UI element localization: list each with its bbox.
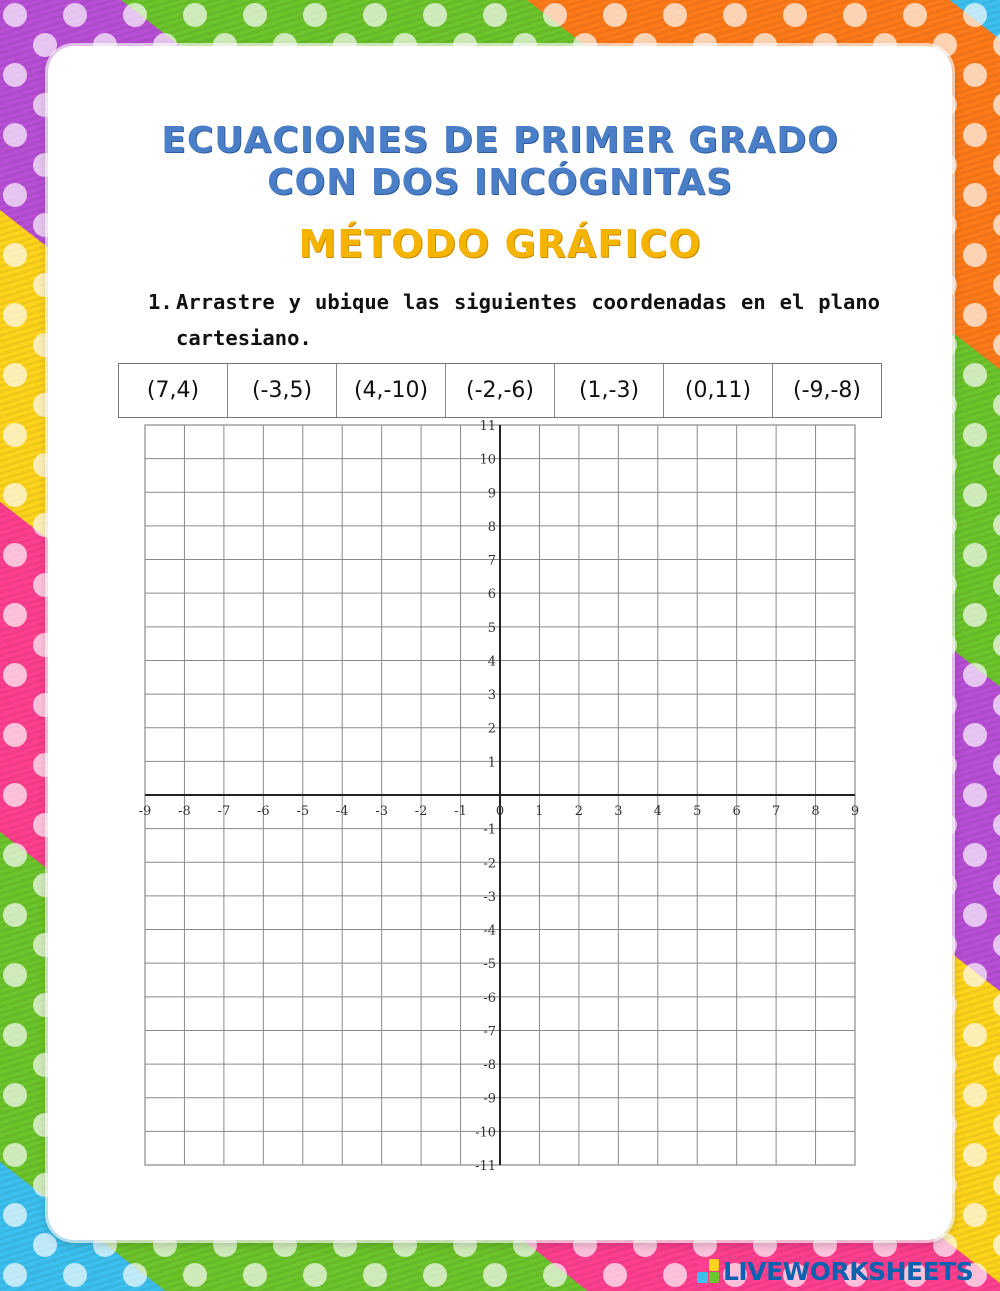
x-tick-label: -6 <box>256 804 270 819</box>
y-tick-label: 7 <box>487 553 496 569</box>
x-tick-label: 7 <box>771 804 781 819</box>
brand-name: LIVEWORKSHEETS <box>723 1256 974 1286</box>
instruction <box>148 284 880 356</box>
x-tick-label: 2 <box>574 804 584 819</box>
instruction-number: 1. <box>148 290 173 314</box>
draggable-coordinate[interactable]: (0,11) <box>664 364 773 417</box>
x-tick-label: 6 <box>732 804 741 819</box>
cartesian-plane-graphic[interactable] <box>130 420 870 1180</box>
x-tick-label: 3 <box>614 804 623 819</box>
instruction-text: Arrastre y ubique las siguientes coordenadas en el plano cartesiano. <box>176 290 880 350</box>
x-tick-label: 5 <box>693 804 702 819</box>
x-tick-label: -7 <box>217 804 231 819</box>
y-tick-label: 4 <box>487 654 496 670</box>
x-tick-label: -1 <box>454 804 467 819</box>
y-tick-label: -9 <box>483 1091 496 1107</box>
y-tick-label: 5 <box>487 620 496 636</box>
y-tick-label: -11 <box>475 1159 496 1174</box>
y-tick-label: 9 <box>487 486 496 502</box>
draggable-coordinate[interactable]: (-2,-6) <box>446 364 555 417</box>
x-tick-label: -5 <box>296 804 310 819</box>
worksheet-title <box>0 120 1000 204</box>
x-tick-label: 9 <box>850 804 860 819</box>
y-tick-label: 8 <box>487 519 496 535</box>
draggable-coordinate[interactable]: (7,4) <box>119 364 228 417</box>
x-tick-label: 1 <box>535 804 544 819</box>
y-tick-label: 11 <box>479 420 496 434</box>
liveworksheets-logo-icon <box>697 1259 719 1283</box>
draggable-coordinate[interactable]: (-3,5) <box>228 364 337 417</box>
draggable-coordinate[interactable]: (4,-10) <box>337 364 446 417</box>
x-tick-label: -9 <box>138 804 152 819</box>
coordinate-bank <box>118 363 882 418</box>
x-tick-label: 8 <box>811 804 820 819</box>
y-tick-label: 1 <box>487 755 496 771</box>
draggable-coordinate[interactable]: (-9,-8) <box>792 378 862 403</box>
y-tick-label: -2 <box>483 856 496 872</box>
draggable-coordinate[interactable]: (1,-3) <box>555 364 664 417</box>
worksheet-subtitle: MÉTODO GRÁFICO <box>298 222 702 266</box>
y-tick-label: -5 <box>483 957 496 973</box>
y-tick-label: -7 <box>483 1024 496 1040</box>
y-tick-label: -6 <box>483 990 496 1006</box>
title-text: ECUACIONES DE PRIMER GRADO CON DOS INCÓGNITAS <box>161 120 839 203</box>
x-tick-label: 4 <box>653 804 662 819</box>
y-tick-label: -4 <box>483 923 496 939</box>
x-tick-label: -3 <box>375 804 389 819</box>
x-tick-label: 0 <box>495 804 505 819</box>
liveworksheets-logo <box>697 1254 973 1288</box>
x-tick-label: -4 <box>335 804 349 819</box>
y-tick-label: 6 <box>487 587 496 603</box>
y-tick-label: -8 <box>483 1058 496 1074</box>
x-tick-label: -2 <box>414 804 428 819</box>
y-tick-label: 3 <box>487 688 496 704</box>
y-tick-label: -1 <box>483 822 496 838</box>
y-tick-label: 10 <box>479 452 496 468</box>
cartesian-plane[interactable] <box>130 420 870 1184</box>
x-tick-label: -8 <box>178 804 191 819</box>
y-tick-label: -3 <box>483 889 496 905</box>
y-tick-label: -10 <box>475 1125 496 1141</box>
y-tick-label: 2 <box>487 721 496 737</box>
